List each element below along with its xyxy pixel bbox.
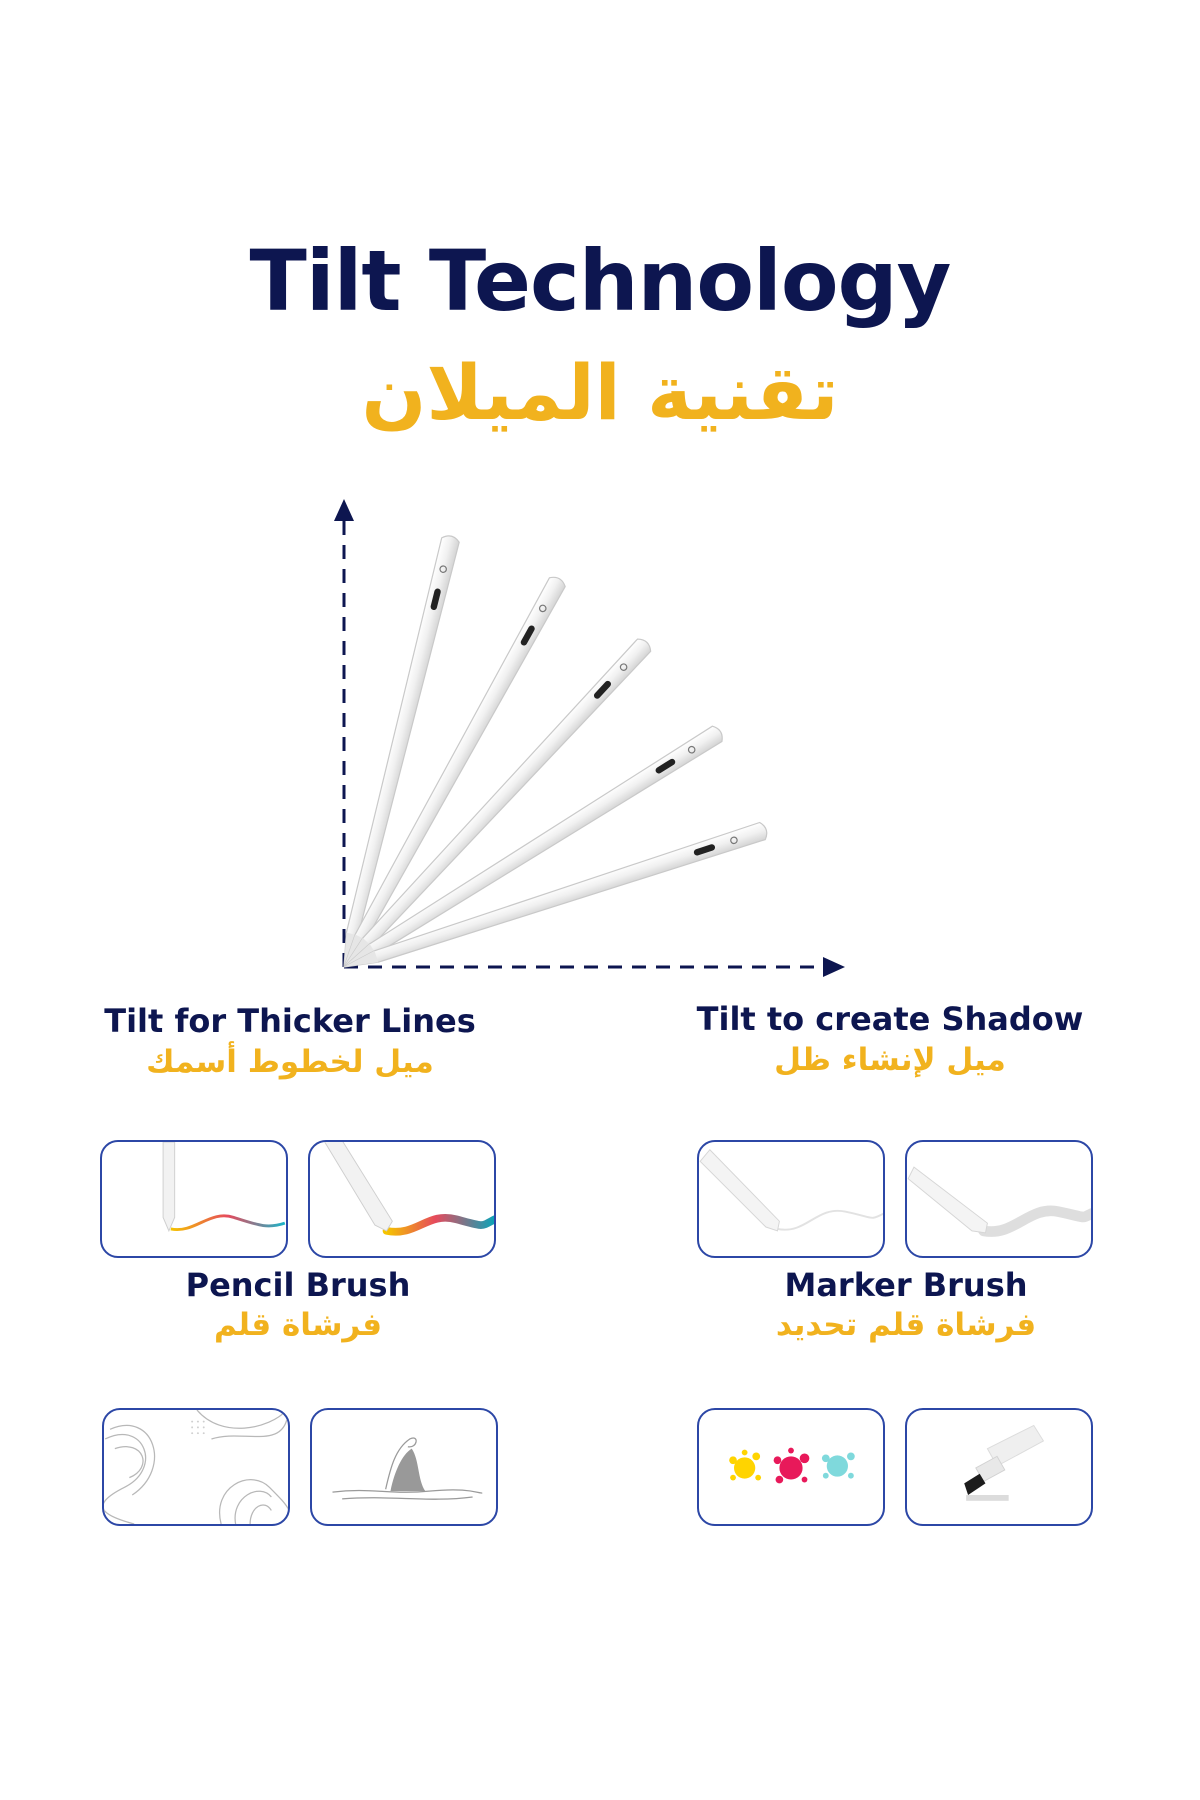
page-title: Tilt Technology — [249, 232, 951, 330]
feature-title: Tilt for Thicker Lines — [104, 1002, 476, 1040]
brush-preview-card — [100, 1140, 288, 1258]
wide-shadow-stroke-icon — [907, 1142, 1091, 1256]
brush-preview-card — [102, 1408, 290, 1526]
feature-title-arabic: ميل لخطوط أسمك — [146, 1044, 434, 1080]
feature-title-arabic: ميل لإنشاء ظل — [774, 1042, 1006, 1078]
brush-preview-card — [697, 1140, 885, 1258]
feature-title-arabic: فرشاة قلم — [213, 1307, 383, 1343]
tilt-diagram — [330, 495, 850, 995]
highlighter-marker-icon — [907, 1410, 1091, 1524]
brush-preview-card — [310, 1408, 498, 1526]
thin-shadow-stroke-icon — [699, 1142, 883, 1256]
pencil-wave-sketch-icon — [312, 1410, 496, 1524]
paint-splash-icon — [699, 1410, 883, 1524]
pencil-swirl-sketch-icon — [104, 1410, 288, 1524]
brush-preview-card — [697, 1408, 885, 1526]
brush-preview-card — [905, 1408, 1093, 1526]
feature-title: Pencil Brush — [185, 1266, 411, 1304]
feature-title-arabic: فرشاة قلم تحديد — [775, 1307, 1037, 1343]
feature-title: Tilt to create Shadow — [696, 1000, 1084, 1038]
brush-preview-card — [308, 1140, 496, 1258]
brush-preview-card — [905, 1140, 1093, 1258]
page-title-arabic: تقنية الميلان — [361, 348, 839, 437]
thick-color-stroke-icon — [310, 1142, 494, 1256]
thin-color-stroke-icon — [102, 1142, 286, 1256]
splash-yellow — [729, 1450, 761, 1481]
feature-title: Marker Brush — [784, 1266, 1028, 1304]
stylus-pens — [335, 534, 769, 976]
